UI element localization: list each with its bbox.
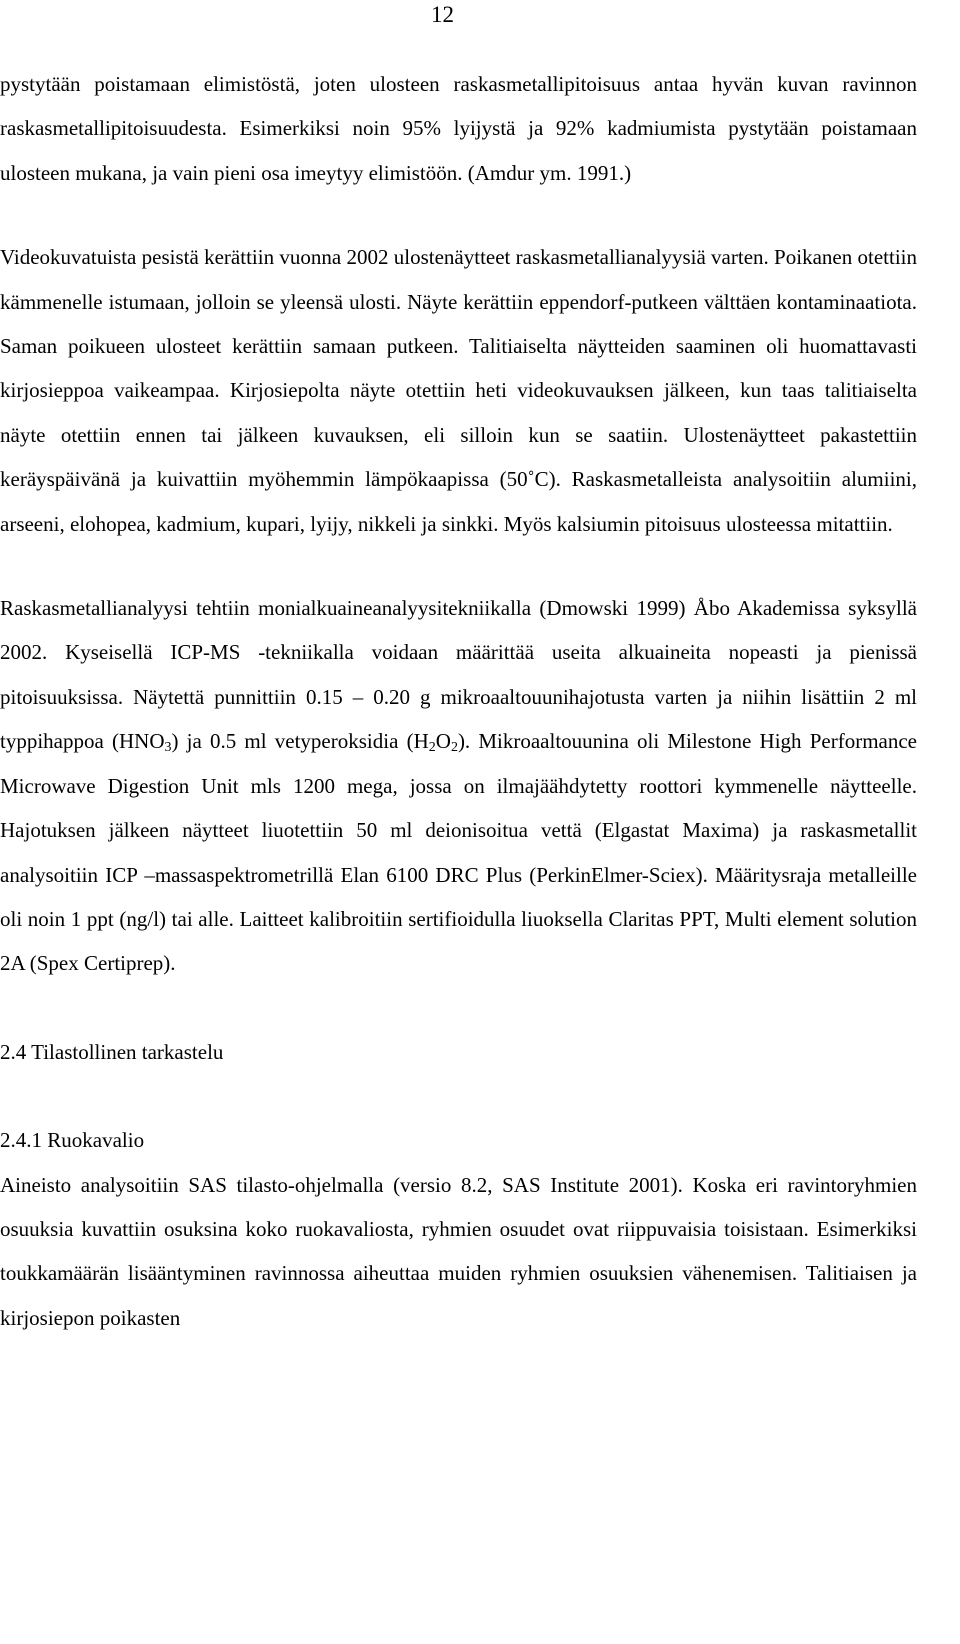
analysis-text-part-2: ) ja 0.5 ml vetyperoksidia (H <box>171 729 429 754</box>
subsection-heading: 2.4.1 Ruokavalio <box>0 1128 145 1153</box>
oxygen-subscript: 2 <box>450 740 458 756</box>
paragraph-statistical-analysis: Aineisto analysoitiin SAS tilasto-ohjelmalla (versio 8.2, SAS Institute 2001). Koska eri ravintoryhmien osuuksia kuvattiin osuksina koko ruokavaliosta, ryhmien osuudet ovat riippuvaisia toisistaan. Esimerkiksi toukkamäärän lisääntyminen ravinnossa aiheuttaa muiden ryhmien osuuksien vähenemisen. Talitiaisen ja kirjosiepon poikasten <box>0 1172 917 1330</box>
document-body <box>0 62 917 1340</box>
paragraph-sample-collection: Videokuvatuista pesistä kerättiin vuonna 2002 ulostenäytteet raskasmetallianalyysiä varten. Poikanen otettiin kämmenelle istumaan, jolloin se yleensä ulosti. Näyte kerättiin eppendorf-putkeen välttäen kontaminaatiota. Saman poikueen ulosteet kerättiin samaan putkeen. Talitiaiselta näytteiden saaminen oli huomattavasti kirjosieppoa vaikeampaa. Kirjosiepolta näyte otettiin heti videokuvauksen jälkeen, kun taas talitiaiselta näyte otettiin ennen tai jälkeen kuvauksen, eli silloin kun se saatiin. Ulostenäytteet pakastettiin keräyspäivänä ja kuivattiin myöhemmin lämpökaapissa (50˚C). Raskasmetalleista analysoitiin alumiini, arseeni, elohopea, kadmium, kupari, lyijy, nikkeli ja sinkki. Myös kalsiumin pitoisuus ulosteessa mitattiin. <box>0 245 917 536</box>
hydrogen-subscript: 2 <box>428 740 436 756</box>
paragraph-heavy-metal-analysis <box>0 586 917 986</box>
paragraph-heavy-metal-excretion: pystytään poistamaan elimistöstä, joten ulosteen raskasmetallipitoisuus antaa hyvän kuvan ravinnon raskasmetallipitoisuudesta. Esimerkiksi noin 95% lyijystä ja 92% kadmiumista pystytään poistamaan ulosteen mukana, ja vain pieni osa imeytyy elimistöön. (Amdur ym. 1991.) <box>0 72 917 185</box>
page-number: 12 <box>431 2 454 27</box>
section-heading: 2.4 Tilastollinen tarkastelu <box>0 1039 224 1064</box>
nitric-acid-subscript: 3 <box>164 740 172 756</box>
analysis-text-part-3: O <box>435 729 451 754</box>
analysis-text-part-1: Raskasmetallianalyysi tehtiin monialkuaineanalyysitekniikalla (Dmowski 1999) Åbo Akademissa syksyllä 2002. Kyseisellä ICP-MS -tekniikalla voidaan määrittää useita alkuaineita nopeasti ja pienissä pitoisuuksissa. Näytettä punnittiin 0.15 – 0.20 g mikroaaltouunihajotusta varten ja niihin lisättiin 2 ml typpihappoa (HNO <box>0 596 917 754</box>
analysis-text-part-4: ). Mikroaaltouunina oli Milestone High Performance Microwave Digestion Unit mls 1200 mega, jossa on ilmajäähdytetty roottori kymmenelle näytteelle. Hajotuksen jälkeen näytteet liuotettiin 50 ml deionisoitua vettä (Elgastat Maxima) ja raskasmetallit analysoitiin ICP –massaspektrometrillä Elan 6100 DRC Plus (PerkinElmer-Sciex). Määritysraja metalleille oli noin 1 ppt (ng/l) tai alle. Laitteet kalibroitiin sertifioidulla liuoksella Claritas PPT, Multi element solution 2A (Spex Certiprep). <box>0 729 917 976</box>
